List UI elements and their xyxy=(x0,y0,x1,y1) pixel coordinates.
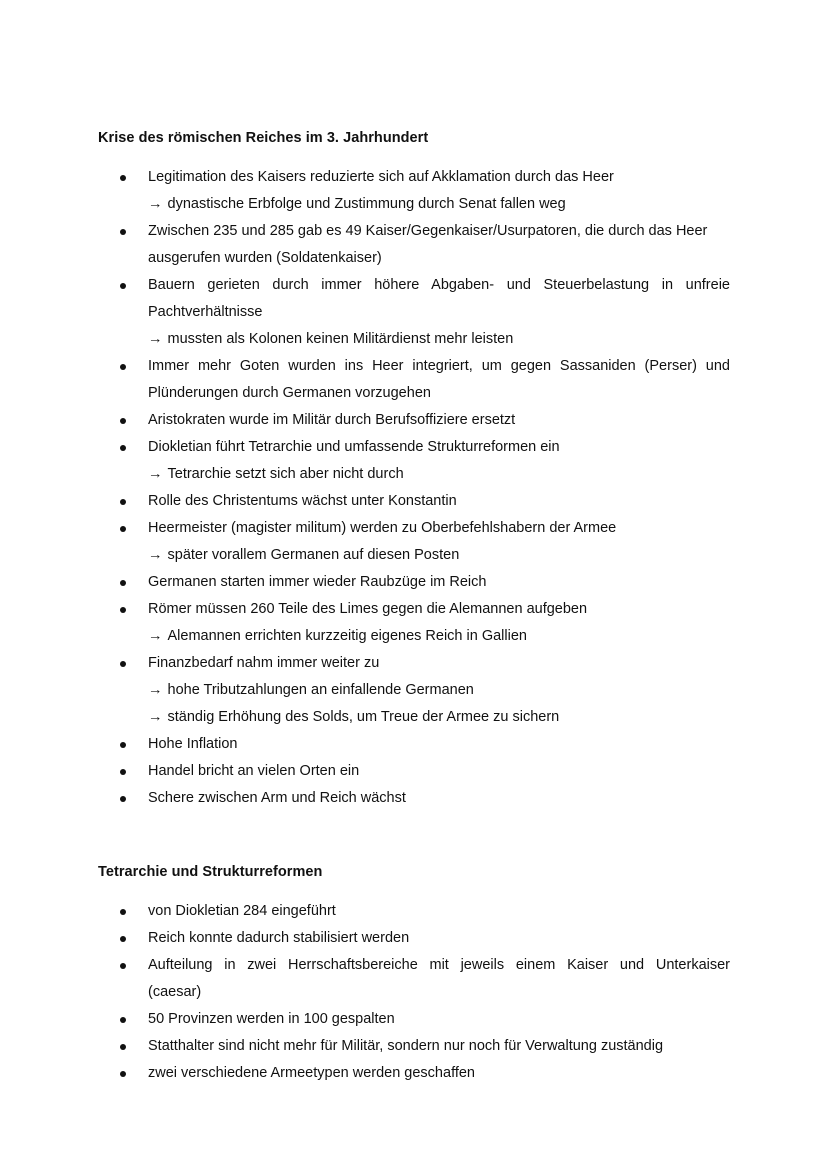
list-item: Germanen starten immer wieder Raubzüge im Reich xyxy=(0,569,730,596)
bullet-icon xyxy=(120,526,126,532)
list-item: Handel bricht an vielen Orten ein xyxy=(0,758,730,785)
list-item: Hohe Inflation xyxy=(0,731,730,758)
list-item: Legitimation des Kaisers reduzierte sich auf Akklamation durch das Heer → dynastische Erbfolge und Zustimmung durch Senat fallen weg xyxy=(0,164,730,218)
list-item: Immer mehr Goten wurden ins Heer integriert, um gegen Sassaniden (Perser) und Plünderungen durch Germanen vorzugehen xyxy=(0,353,730,407)
bullet-icon xyxy=(120,1044,126,1050)
bullet-icon xyxy=(120,796,126,802)
bullet-icon xyxy=(120,769,126,775)
list-item: Zwischen 235 und 285 gab es 49 Kaiser/Gegenkaiser/Usurpatoren, die durch das Heer ausgerufen wurden (Soldatenkaiser) xyxy=(0,218,730,272)
arrow-right-icon: → xyxy=(148,682,163,698)
bullet-icon xyxy=(120,580,126,586)
list-item: 50 Provinzen werden in 100 gespalten xyxy=(0,1006,730,1033)
bullet-icon xyxy=(120,283,126,289)
bullet-icon xyxy=(120,175,126,181)
bullet-icon xyxy=(120,936,126,942)
arrow-right-icon: → xyxy=(148,466,163,482)
bullet-icon xyxy=(120,963,126,969)
bullet-icon xyxy=(120,445,126,451)
list-item: Statthalter sind nicht mehr für Militär, sondern nur noch für Verwaltung zuständig xyxy=(0,1033,730,1060)
bullet-list-crisis xyxy=(0,164,828,812)
arrow-right-icon: → xyxy=(148,628,163,644)
arrow-right-icon: → xyxy=(148,547,163,563)
bullet-icon xyxy=(120,418,126,424)
arrow-right-icon: → xyxy=(148,709,163,725)
list-item: Schere zwischen Arm und Reich wächst xyxy=(0,785,730,812)
list-item: von Diokletian 284 eingeführt xyxy=(0,898,730,925)
bullet-icon xyxy=(120,661,126,667)
bullet-icon xyxy=(120,1017,126,1023)
bullet-icon xyxy=(120,229,126,235)
list-item: Römer müssen 260 Teile des Limes gegen die Alemannen aufgeben → Alemannen errichten kurzzeitig eigenes Reich in Gallien xyxy=(0,596,730,650)
list-item: Aristokraten wurde im Militär durch Berufsoffiziere ersetzt xyxy=(0,407,730,434)
list-item: Bauern gerieten durch immer höhere Abgaben- und Steuerbelastung in unfreie Pachtverhältnisse → mussten als Kolonen keinen Militärdienst mehr leisten xyxy=(0,272,730,353)
bullet-icon xyxy=(120,607,126,613)
list-item: Finanzbedarf nahm immer weiter zu → hohe Tributzahlungen an einfallende Germanen → ständig Erhöhung des Solds, um Treue der Armee zu sichern xyxy=(0,650,730,731)
list-item: Diokletian führt Tetrarchie und umfassende Strukturreformen ein → Tetrarchie setzt sich aber nicht durch xyxy=(0,434,730,488)
list-item: Reich konnte dadurch stabilisiert werden xyxy=(0,925,730,952)
list-item: Aufteilung in zwei Herrschaftsbereiche mit jeweils einem Kaiser und Unterkaiser (caesar) xyxy=(0,952,730,1006)
list-item: zwei verschiedene Armeetypen werden geschaffen xyxy=(0,1060,730,1087)
arrow-right-icon: → xyxy=(148,196,163,212)
bullet-icon xyxy=(120,364,126,370)
list-item: Rolle des Christentums wächst unter Konstantin xyxy=(0,488,730,515)
list-item: Heermeister (magister militum) werden zu Oberbefehlshabern der Armee → später vorallem Germanen auf diesen Posten xyxy=(0,515,730,569)
section-title-tetrarchy: Tetrarchie und Strukturreformen xyxy=(98,864,323,880)
bullet-icon xyxy=(120,499,126,505)
section-title-crisis: Krise des römischen Reiches im 3. Jahrhundert xyxy=(98,130,429,146)
bullet-icon xyxy=(120,1071,126,1077)
bullet-icon xyxy=(120,909,126,915)
arrow-right-icon: → xyxy=(148,331,163,347)
bullet-icon xyxy=(120,742,126,748)
bullet-list-tetrarchy xyxy=(0,898,828,1087)
